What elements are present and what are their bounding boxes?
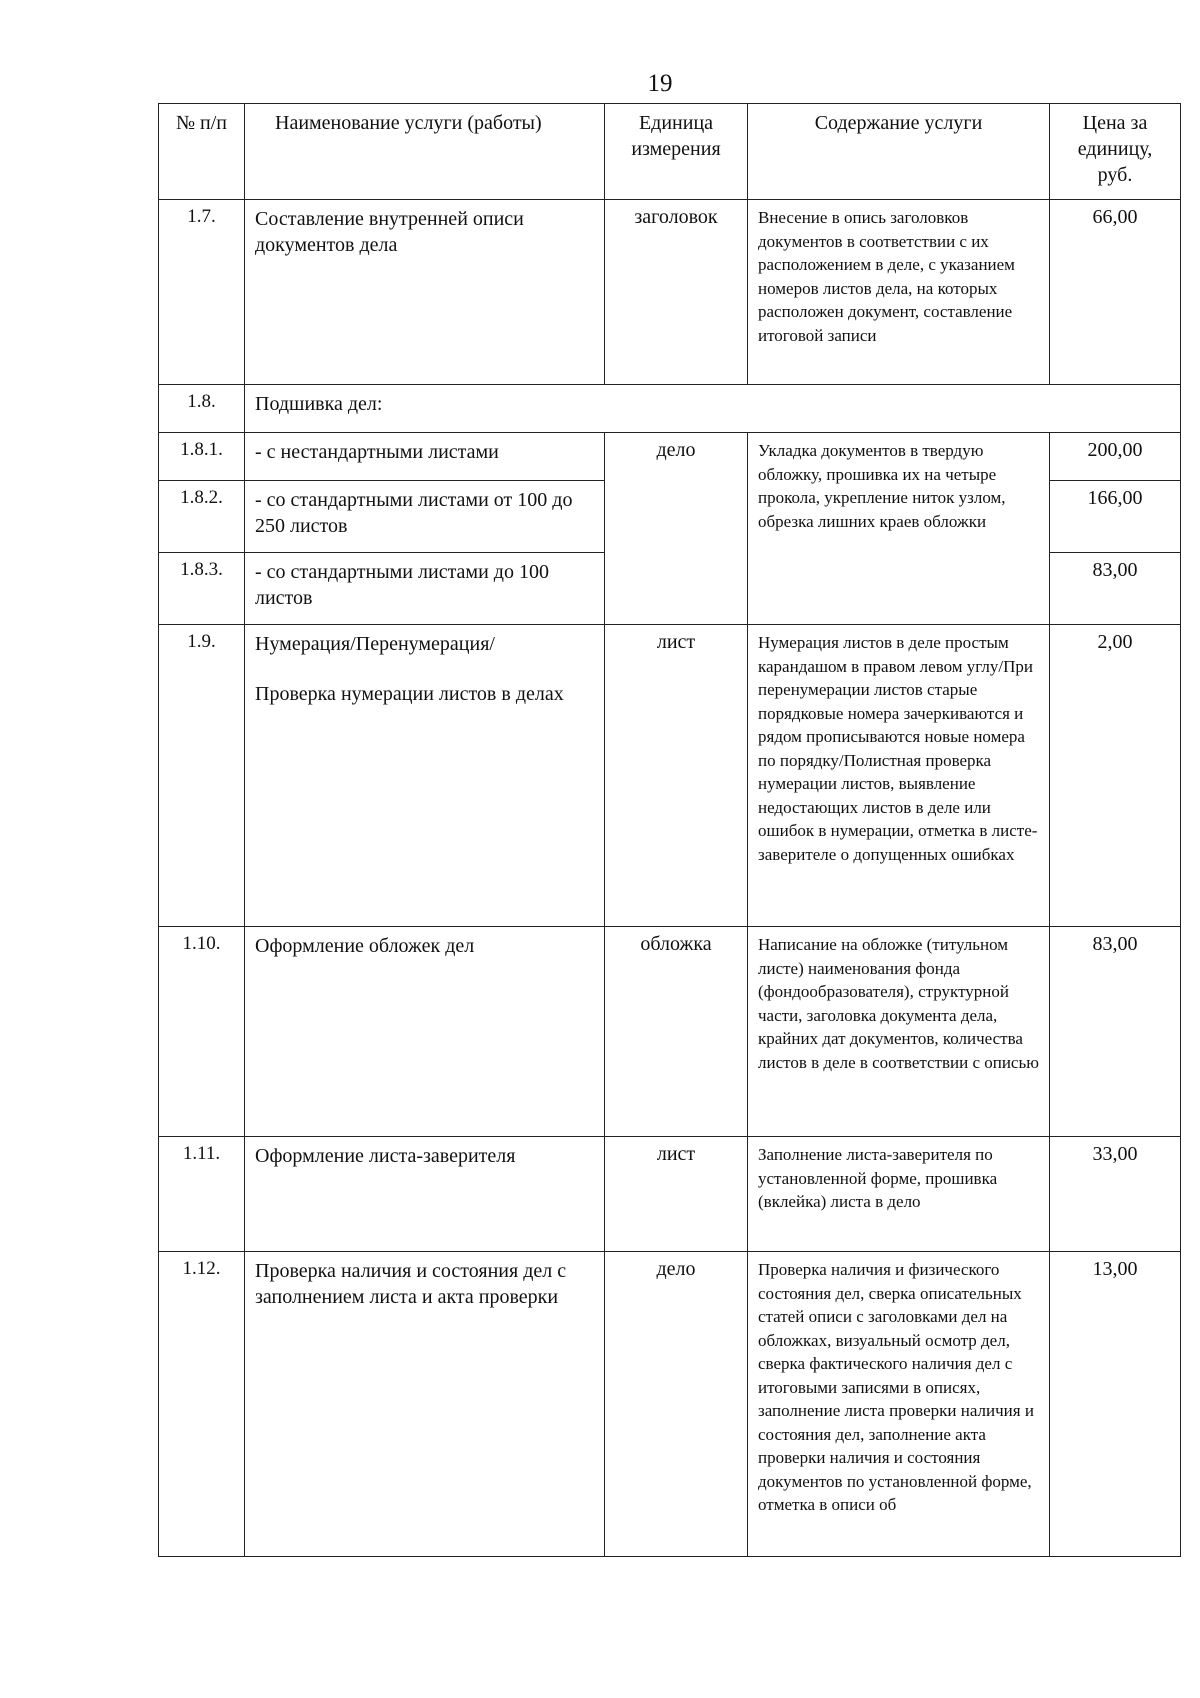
row-unit: дело	[605, 433, 748, 625]
table-row	[159, 625, 1181, 927]
header-price: Цена за единицу, руб.	[1050, 104, 1181, 200]
table-row	[159, 433, 1181, 481]
row-name: - с нестандартными листами	[245, 433, 605, 481]
table-row	[159, 1137, 1181, 1252]
header-name: Наименование услуги (работы)	[245, 104, 605, 200]
table-row	[159, 1252, 1181, 1557]
row-price: 33,00	[1050, 1137, 1181, 1252]
row-price: 83,00	[1050, 927, 1181, 1137]
row-num: 1.11.	[159, 1137, 245, 1252]
row-name: Оформление обложек дел	[245, 927, 605, 1137]
row-content: Проверка наличия и физического состояния дел, сверка описательных статей описи с заголовками дел на обложках, визуальный осмотр дел, сверка фактического наличия дел с итоговыми записями в описях, заполнение листа проверки наличия и состояния дел, заполнение акта проверки наличия и состояния документов по установленной форме, отметка в описи об	[748, 1252, 1050, 1557]
row-price: 166,00	[1050, 481, 1181, 553]
table-row	[159, 200, 1181, 385]
row-num: 1.8.1.	[159, 433, 245, 481]
page-number: 19	[647, 70, 673, 97]
row-unit: лист	[605, 1137, 748, 1252]
row-name-line2: Проверка нумерации листов в делах	[255, 683, 564, 705]
row-name: Подшивка дел:	[245, 385, 1181, 433]
row-num: 1.8.3.	[159, 553, 245, 625]
table-header-row	[159, 104, 1181, 200]
tariff-table	[158, 103, 1181, 1557]
row-name: - со стандартными листами от 100 до 250 листов	[245, 481, 605, 553]
row-num: 1.8.2.	[159, 481, 245, 553]
header-num: № п/п	[159, 104, 245, 200]
row-content: Внесение в опись заголовков документов в соответствии с их расположением в деле, с указанием номеров листов дела, на которых расположен документ, составление итоговой записи	[748, 200, 1050, 385]
row-unit: дело	[605, 1252, 748, 1557]
row-num: 1.8.	[159, 385, 245, 433]
row-price: 2,00	[1050, 625, 1181, 927]
row-num: 1.12.	[159, 1252, 245, 1557]
row-content: Заполнение листа-заверителя по установленной форме, прошивка (вклейка) листа в дело	[748, 1137, 1050, 1252]
row-unit: лист	[605, 625, 748, 927]
row-num: 1.7.	[159, 200, 245, 385]
row-name: Оформление листа-заверителя	[245, 1137, 605, 1252]
row-price: 13,00	[1050, 1252, 1181, 1557]
row-num: 1.10.	[159, 927, 245, 1137]
row-price: 66,00	[1050, 200, 1181, 385]
row-content: Укладка документов в твердую обложку, прошивка их на четыре прокола, укрепление ниток узлом, обрезка лишних краев обложки	[748, 433, 1050, 625]
table-row	[159, 385, 1181, 433]
row-name: Проверка наличия и состояния дел с заполнением листа и акта проверки	[245, 1252, 605, 1557]
header-unit: Единица измерения	[605, 104, 748, 200]
row-name	[245, 625, 605, 927]
row-unit: заголовок	[605, 200, 748, 385]
row-unit: обложка	[605, 927, 748, 1137]
row-content: Написание на обложке (титульном листе) наименования фонда (фондообразователя), структурной части, заголовка документа дела, крайних дат документов, количества листов в деле в соответствии с описью	[748, 927, 1050, 1137]
table-row	[159, 927, 1181, 1137]
row-price: 200,00	[1050, 433, 1181, 481]
row-name: Составление внутренней описи документов дела	[245, 200, 605, 385]
row-name: - со стандартными листами до 100 листов	[245, 553, 605, 625]
row-price: 83,00	[1050, 553, 1181, 625]
row-num: 1.9.	[159, 625, 245, 927]
row-name-line1: Нумерация/Перенумерация/	[255, 633, 495, 655]
row-content: Нумерация листов в деле простым карандашом в правом левом углу/При перенумерации листов старые порядковые номера зачеркиваются и рядом прописываются новые номера по порядку/Полистная проверка нумерации листов, выявление недостающих листов в деле или ошибок в нумерации, отметка в листе-заверителе о допущенных ошибках	[748, 625, 1050, 927]
header-content: Содержание услуги	[748, 104, 1050, 200]
